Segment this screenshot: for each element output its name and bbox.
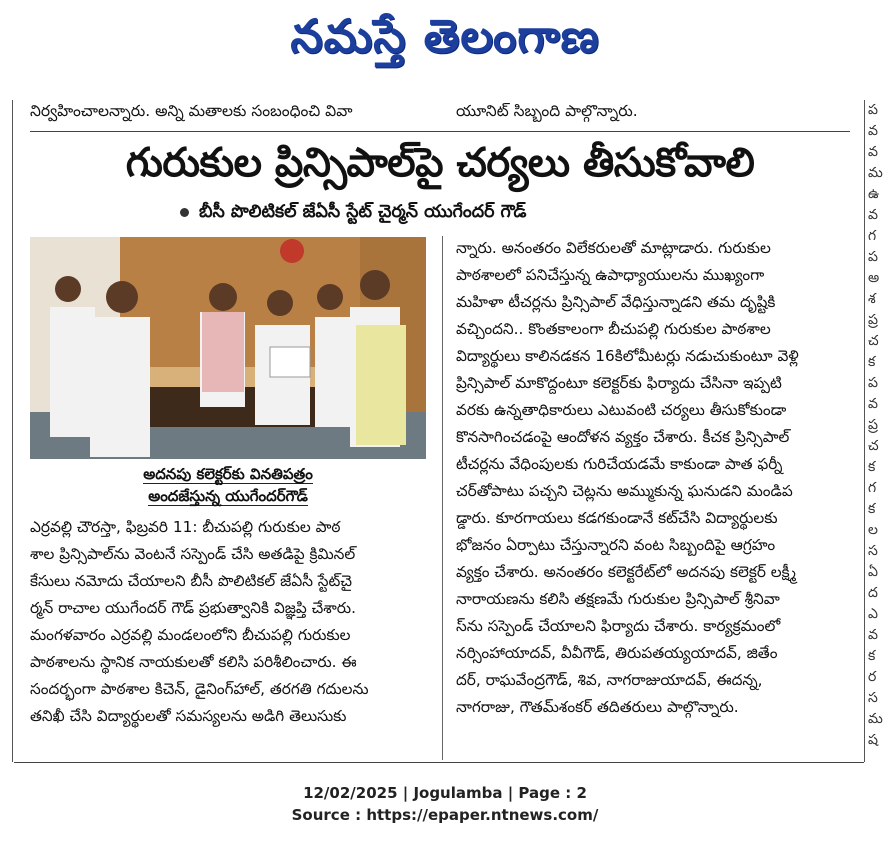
strip-fragment: స [868, 690, 878, 706]
strip-fragment: ద [868, 585, 878, 601]
previous-article-line-left: నిర్వహించాలన్నారు. అన్ని మతాలకు సంబంధించి వివా [30, 102, 353, 120]
body-line: ర్మన్ రాచాల యుగేందర్ గౌడ్ ప్రభుత్వానికి విజ్ఞప్తి చేశారు. [30, 599, 356, 617]
strip-fragment: ప్ర [868, 312, 878, 328]
body-line: పాఠశాలలో పనిచేస్తున్న ఉపాధ్యాయులను ముఖ్యంగా [456, 266, 765, 284]
strip-fragment: శ [868, 291, 876, 307]
body-line: డ్డారు. కూరగాయలు కడగకుండానే కట్‌చేసి విద్యార్థులకు [456, 509, 778, 527]
strip-fragment: గ [868, 480, 877, 496]
body-line: స్‌ను సస్పెండ్ చేయాలని ఫిర్యాదు చేశారు. కార్యక్రమంలో [456, 617, 781, 635]
body-line: నాగరాజు, గౌతమ్‌శంకర్ తదితరులు పాల్గొన్నారు. [456, 698, 739, 716]
article-headline: గురుకుల ప్రిన్సిపాల్‌పై చర్యలు తీసుకోవాలి [125, 140, 755, 186]
body-line: శాల ప్రిన్సిపాల్‌ను వెంటనే సస్పెండ్ చేసి అతడిపై క్రిమినల్ [30, 545, 356, 563]
bottom-divider [14, 762, 864, 763]
footer-source: Source : https://epaper.ntnews.com/ [291, 806, 599, 824]
body-line: న్నారు. అనంతరం విలేకరులతో మాట్లాడారు. గురుకుల [456, 239, 771, 257]
body-line: భోజనం ఏర్పాటు చేస్తున్నారని వంట సిబ్బందిపై ఆగ్రహం [456, 536, 776, 554]
strip-fragment: వ [868, 396, 878, 412]
body-line: మహిళా టీచర్లను ప్రిన్సిపాల్ వేధిస్తున్నాడని తమ దృష్టికి [456, 293, 776, 311]
body-line: చర్‌తోపాటు పచ్చని చెట్లను అమ్ముకున్న ఘనుడని మండిప [456, 482, 793, 500]
article-subhead [180, 202, 740, 226]
article-body-left [30, 514, 430, 730]
strip-fragment: వ [868, 207, 878, 223]
strip-fragment: మ [868, 711, 883, 727]
strip-fragment: వ [868, 123, 878, 139]
strip-fragment: ఎ [868, 606, 878, 622]
top-divider [30, 131, 850, 132]
body-line: ప్రిన్సిపాల్ మాకొద్దంటూ కలెక్టర్‌కు ఫిర్యాదు చేసినా ఇప్పటి [456, 374, 782, 392]
article-body-right [456, 235, 854, 721]
body-line: తనిఖీ చేసి విద్యార్థులతో సమస్యలను అడిగి తెలుసుకు [30, 707, 347, 725]
strip-fragment: ప [868, 375, 878, 391]
body-line: విద్యార్థులు కాలినడకన 16కిలోమీటర్లు నడుచుకుంటూ వెళ్లి [456, 347, 799, 365]
body-line: నర్సింహాయాదవ్, వీవీగౌడ్, తిరుపతయ్యయాదవ్, జితేం [456, 644, 778, 662]
strip-fragment: క [868, 501, 876, 517]
column-divider [442, 236, 443, 760]
caption-line-1: అదనపు కలెక్టర్‌కు వినతిపత్రం [143, 465, 313, 483]
strip-fragment: ప [868, 102, 878, 118]
body-line: నారాయణను కలిసి తక్షణమే గురుకుల ప్రిన్సిపాల్ శ్రీనివా [456, 590, 780, 608]
photo-caption [30, 463, 426, 507]
footer-date-page: 12/02/2025 | Jogulamba | Page : 2 [303, 784, 587, 802]
body-line: కేసులు నమోదు చేయాలని బీసీ పొలిటికల్ జేఏసీ స్టేట్‌చై [30, 572, 352, 590]
strip-fragment: వ [868, 627, 878, 643]
strip-fragment: క [868, 354, 876, 370]
subhead-text: బీసీ పొలిటికల్ జేఏసీ స్టేట్ చైర్మన్ యుగేందర్ గౌడ్ [199, 202, 527, 222]
strip-fragment: ల [868, 522, 878, 538]
strip-fragment: ఉ [868, 186, 880, 202]
body-line: వ్యక్తం చేశారు. అనంతరం కలెక్టరేట్‌లో అదనపు కలెక్టర్ లక్ష్మీ [456, 563, 797, 581]
strip-fragment: వ [868, 144, 878, 160]
body-line: పాఠశాలను స్థానిక నాయకులతో కలిసి పరిశీలించారు. ఈ [30, 653, 357, 671]
body-line: దర్, రాఘవేంద్రగౌడ్, శివ, నాగరాజుయాదవ్, ఈదన్న, [456, 671, 763, 689]
photo-illustration [30, 237, 426, 459]
body-line: కొనసాగించడంపై ఆందోళన వ్యక్తం చేశారు. కీచక ప్రిన్సిపాల్ [456, 428, 790, 446]
strip-fragment: ప [868, 249, 878, 265]
body-line: సందర్భంగా పాఠశాల కిచెన్, డైనింగ్‌హాల్, తరగతి గదులను [30, 680, 369, 698]
source-footer [0, 782, 890, 826]
strip-fragment: క [868, 459, 876, 475]
strip-fragment: అ [868, 270, 880, 286]
body-line: వరకు ఉన్నతాధికారులు ఎటువంటి చర్యలు తీసుకోకుండా [456, 401, 787, 419]
body-line: మంగళవారం ఎర్రవల్లి మండలంలోని బీచుపల్లి గురుకుల [30, 626, 351, 644]
strip-fragment: చ [868, 333, 879, 349]
strip-fragment: మ [868, 165, 883, 181]
previous-article-line-right: యూనిట్ సిబ్బంది పాల్గొన్నారు. [456, 102, 638, 120]
news-photo [30, 237, 426, 459]
newspaper-logo: నమస్తే తెలంగాణ [290, 9, 600, 63]
strip-fragment: ప్ర [868, 417, 878, 433]
masthead [0, 0, 890, 72]
right-border [864, 100, 865, 762]
body-line: ఎర్రవల్లి చౌరస్తా, ఫిబ్రవరి 11: బీచుపల్లి గురుకుల పాఠ [30, 518, 341, 536]
strip-fragment: ర [868, 669, 877, 685]
strip-fragment: గ [868, 228, 877, 244]
strip-fragment: చ [868, 438, 879, 454]
body-line: వచ్చిందని.. కొంతకాలంగా బీచుపల్లి గురుకుల పాఠశాల [456, 320, 771, 338]
strip-fragment: ఏ [868, 564, 878, 580]
strip-fragment: ష [868, 732, 878, 748]
caption-line-2: అందజేస్తున్న యుగేందర్‌గౌడ్ [148, 487, 308, 505]
left-border [12, 100, 13, 762]
body-line: టీచర్లను వేధింపులకు గురిచేయడమే కాకుండా పాత ఫర్నీ [456, 455, 783, 473]
strip-fragment: క [868, 648, 876, 664]
strip-fragment: స [868, 543, 878, 559]
adjacent-column-strip [868, 100, 890, 762]
bullet-icon [180, 208, 189, 217]
